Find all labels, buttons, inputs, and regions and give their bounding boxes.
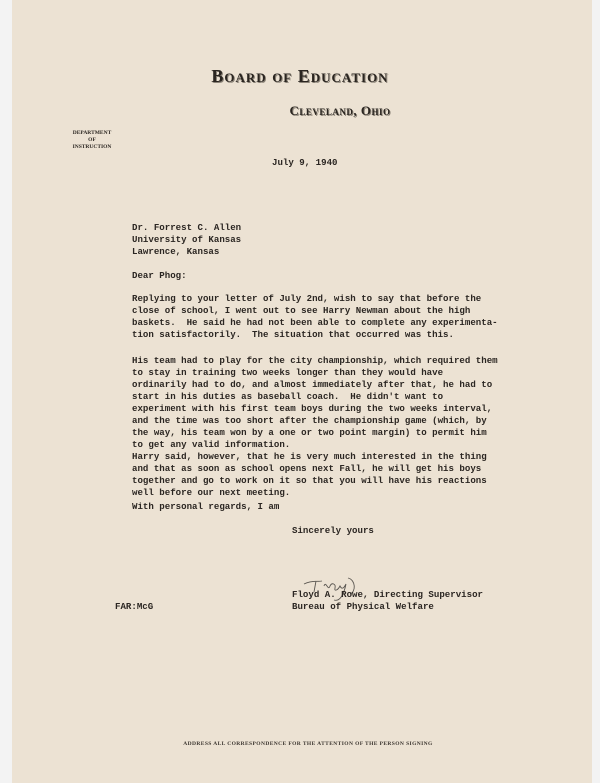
department-line: OF <box>88 137 96 143</box>
department-line: DEPARTMENT <box>72 130 112 136</box>
address-line: Lawrence, Kansas <box>132 246 220 257</box>
paragraph-3: Harry said, however, that he is very much interested in the thing and that as soon as school opens next Fall, he will get his boys together and go to work on it so that you will have his reactions well before our next meeting. <box>132 451 487 498</box>
closing: Sincerely yours <box>292 525 374 536</box>
letterhead-footer: ADDRESS ALL CORRESPONDENCE FOR THE ATTENTION OF THE PERSON SIGNING <box>183 741 433 747</box>
address-line: Dr. Forrest C. Allen <box>132 222 242 233</box>
letterhead-title: Board of Education <box>211 66 389 86</box>
signer-block <box>292 589 483 613</box>
salutation: Dear Phog: <box>132 270 187 281</box>
department-label <box>62 130 122 151</box>
signer-bureau: Bureau of Physical Welfare <box>292 601 434 612</box>
signer-name: Floyd A. Rowe, Directing Supervisor <box>292 589 483 600</box>
paragraph-2: His team had to play for the city championship, which required them to stay in training two weeks longer than they would have ordinarily had to do, and almost immediately after that, he had to start in his duties as baseball coach. He didn't want to experiment with his first team boys during the two weeks interval, and the time was too short after the championship game (which, by the way, his team won by a one or two point margin) to permit him to get any valid information. <box>132 355 498 450</box>
recipient-address <box>132 222 241 258</box>
letter-date: July 9, 1940 <box>272 157 338 168</box>
department-line: INSTRUCTION <box>72 144 112 150</box>
paragraph-1: Replying to your letter of July 2nd, wish to say that before the close of school, I went out to see Harry Newman about the high baskets. He said he had not been able to complete any experimenta- tion satisfactorily. The situation that occurred was this. <box>132 293 498 340</box>
letterhead-city: Cleveland, Ohio <box>289 103 391 118</box>
address-line: University of Kansas <box>132 234 242 245</box>
typist-initials: FAR:McG <box>115 601 154 612</box>
paragraph-4: With personal regards, I am <box>132 501 280 512</box>
